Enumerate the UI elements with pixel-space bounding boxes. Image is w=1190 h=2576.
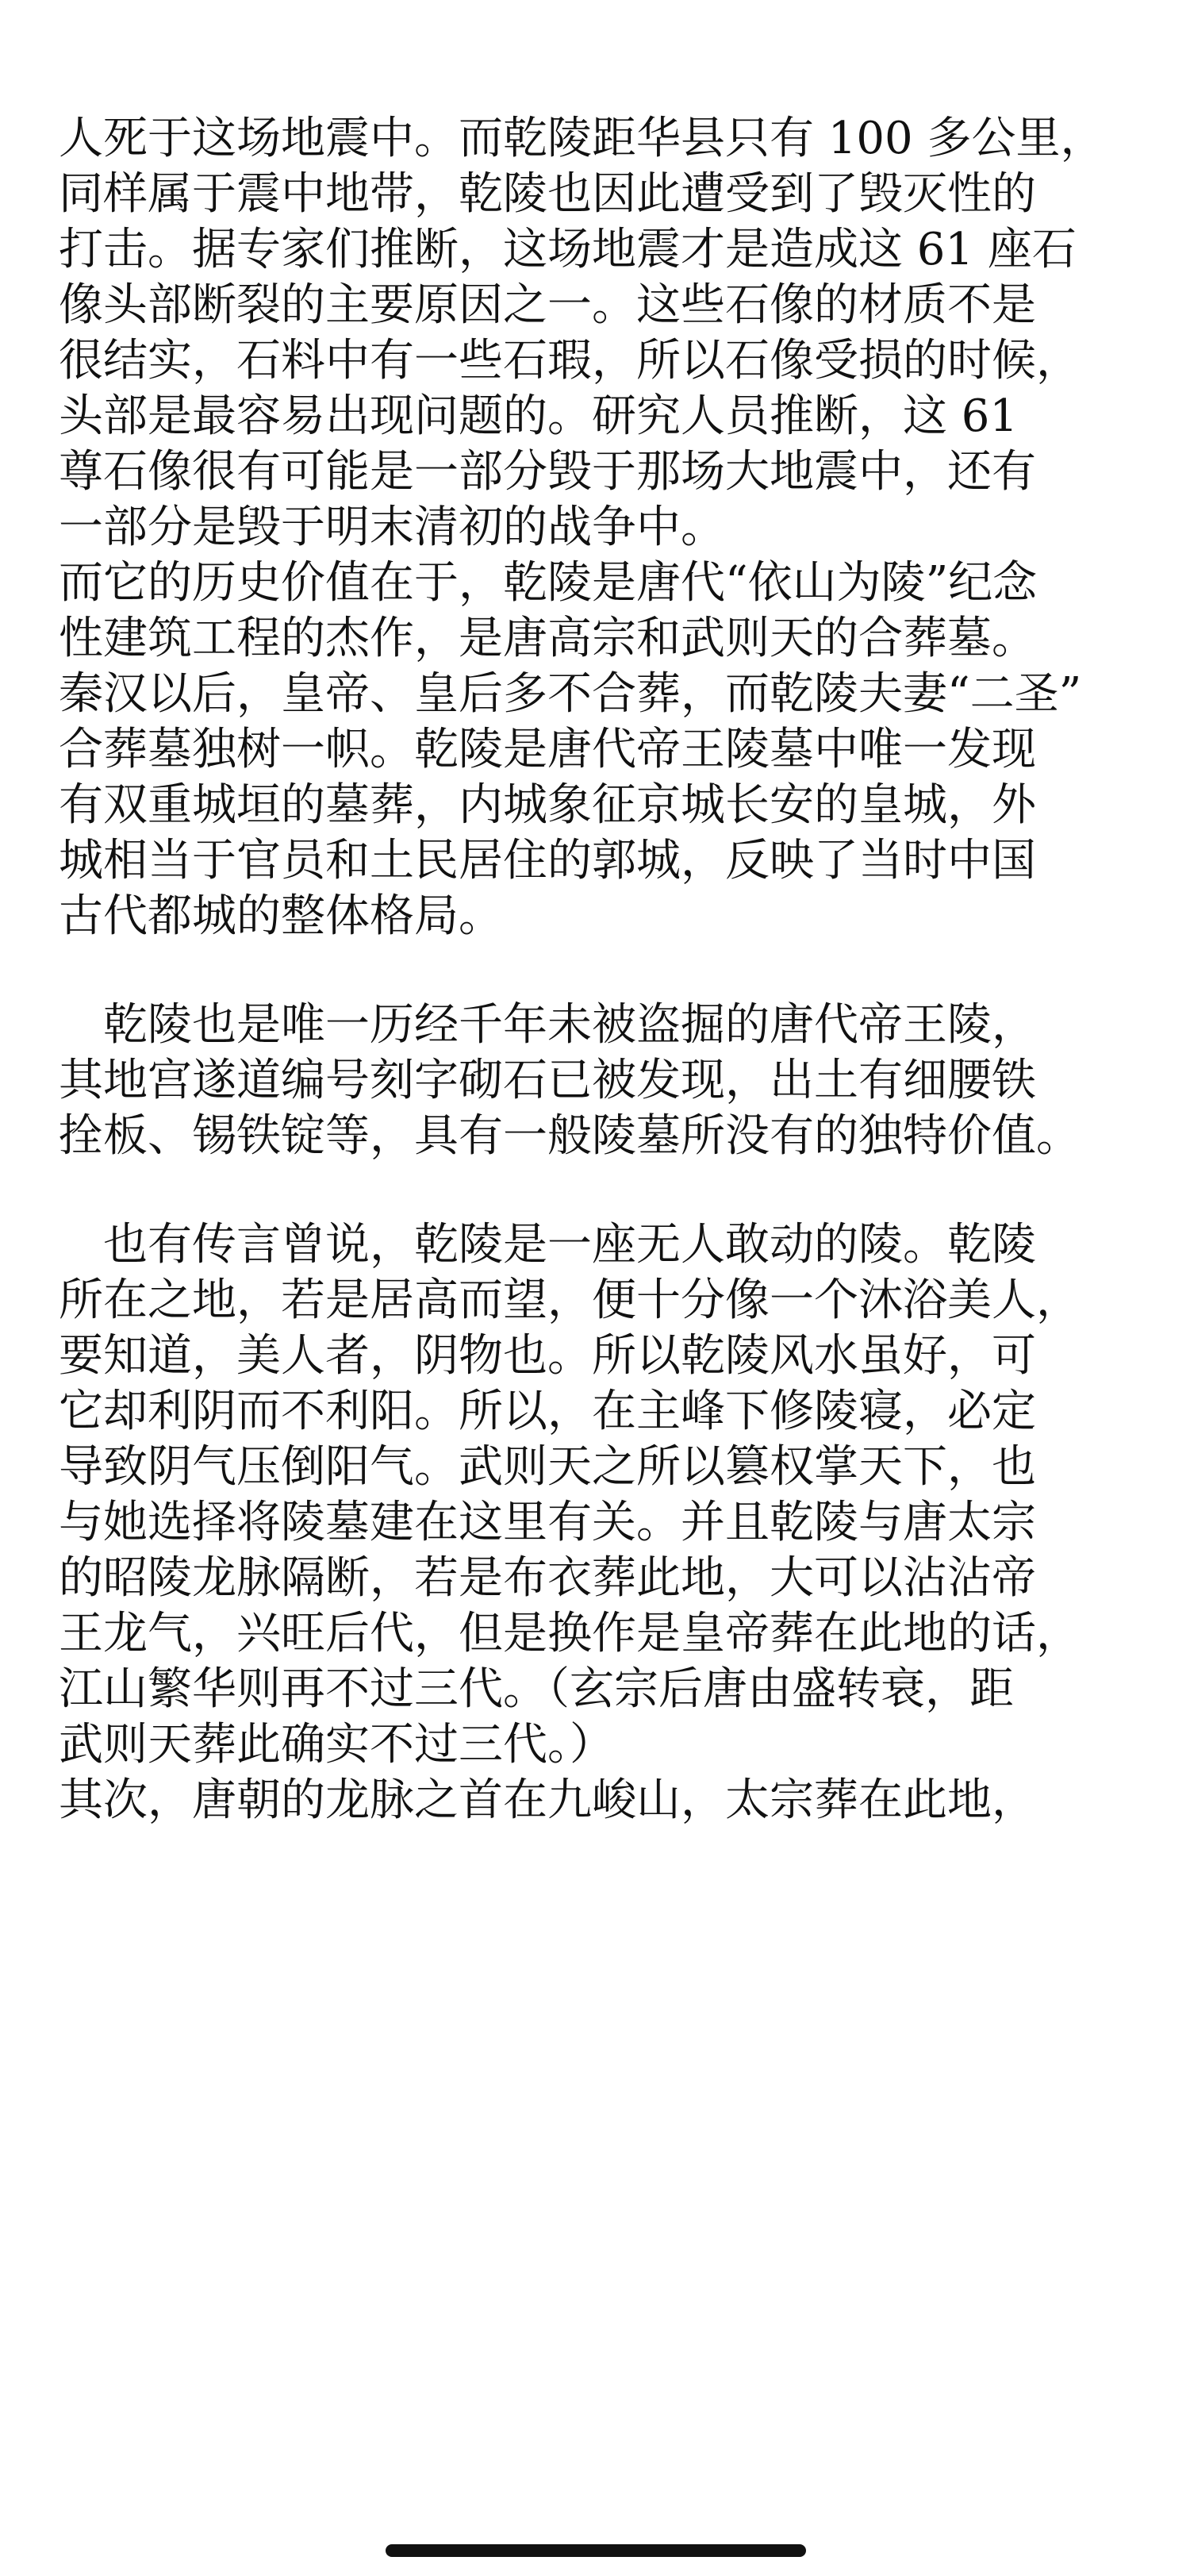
text-line: 要知道，美人者，阴物也。所以乾陵风水虽好，可	[59, 1330, 1036, 1382]
text-line: 合葬墓独树一帜。乾陵是唐代帝王陵墓中唯一发现	[59, 724, 1036, 775]
paragraph-block-3	[59, 1217, 1138, 1828]
paragraph-gap	[59, 944, 1138, 998]
text-line: 武则天葬此确实不过三代。）	[59, 1719, 614, 1771]
text-line: 而它的历史价值在于，乾陵是唐代“依山为陵”纪念	[59, 557, 1038, 609]
text-line: 头部是最容易出现问题的。研究人员推断，这 61	[59, 390, 1019, 442]
text-line: 其地宫遂道编号刻字砌石已被发现，出土有细腰铁	[59, 1055, 1036, 1106]
text-line: 也有传言曾说，乾陵是一座无人敢动的陵。乾陵	[103, 1219, 1036, 1271]
text-line: 打击。据专家们推断，这场地震才是造成这 61 座石	[59, 224, 1077, 275]
text-line: 王龙气，兴旺后代，但是换作是皇帝葬在此地的话，	[59, 1608, 1081, 1659]
text-line: 性建筑工程的杰作，是唐高宗和武则天的合葬墓。	[59, 613, 1036, 664]
text-line: 秦汉以后，皇帝、皇后多不合葬，而乾陵夫妻“二圣”	[59, 668, 1082, 720]
text-line: 拴板、锡铁锭等，具有一般陵墓所没有的独特价值。	[59, 1110, 1081, 1162]
text-line: 所在之地，若是居高而望，便十分像一个沐浴美人，	[59, 1275, 1081, 1326]
text-line: 古代都城的整体格局。	[59, 890, 503, 942]
text-line: 乾陵也是唯一历经千年未被盗掘的唐代帝王陵，	[103, 999, 1036, 1051]
text-line: 它却利阴而不利阳。所以，在主峰下修陵寝，必定	[59, 1386, 1036, 1437]
text-line: 其次，唐朝的龙脉之首在九峻山，太宗葬在此地，	[59, 1774, 1036, 1826]
text-line: 像头部断裂的主要原因之一。这些石像的材质不是	[59, 279, 1036, 331]
text-line: 人死于这场地震中。而乾陵距华县只有 100 多公里，	[59, 113, 1105, 164]
text-line: 城相当于官员和土民居住的郭城，反映了当时中国	[59, 835, 1036, 886]
text-line: 的昭陵龙脉隔断，若是布衣葬此地，大可以沾沾帝	[59, 1552, 1036, 1604]
text-line: 江山繁华则再不过三代。（玄宗后唐由盛转衰，距	[59, 1663, 1014, 1715]
paragraph-block-1	[59, 111, 1138, 944]
paragraph-block-2	[59, 998, 1138, 1164]
text-line: 同样属于震中地带，乾陵也因此遭受到了毁灭性的	[59, 168, 1036, 220]
home-indicator[interactable]	[386, 2544, 806, 2557]
text-line: 尊石像很有可能是一部分毁于那场大地震中，还有	[59, 446, 1036, 498]
document-page	[59, 111, 1138, 1828]
text-line: 导致阴气压倒阳气。武则天之所以篡权掌天下，也	[59, 1441, 1036, 1493]
text-line: 与她选择将陵墓建在这里有关。并且乾陵与唐太宗	[59, 1497, 1036, 1548]
paragraph-gap	[59, 1164, 1138, 1217]
text-line: 一部分是毁于明末清初的战争中。	[59, 502, 725, 553]
text-line: 有双重城垣的墓葬，内城象征京城长安的皇城，外	[59, 779, 1036, 831]
text-line: 很结实，石料中有一些石瑕，所以石像受损的时候，	[59, 335, 1081, 386]
